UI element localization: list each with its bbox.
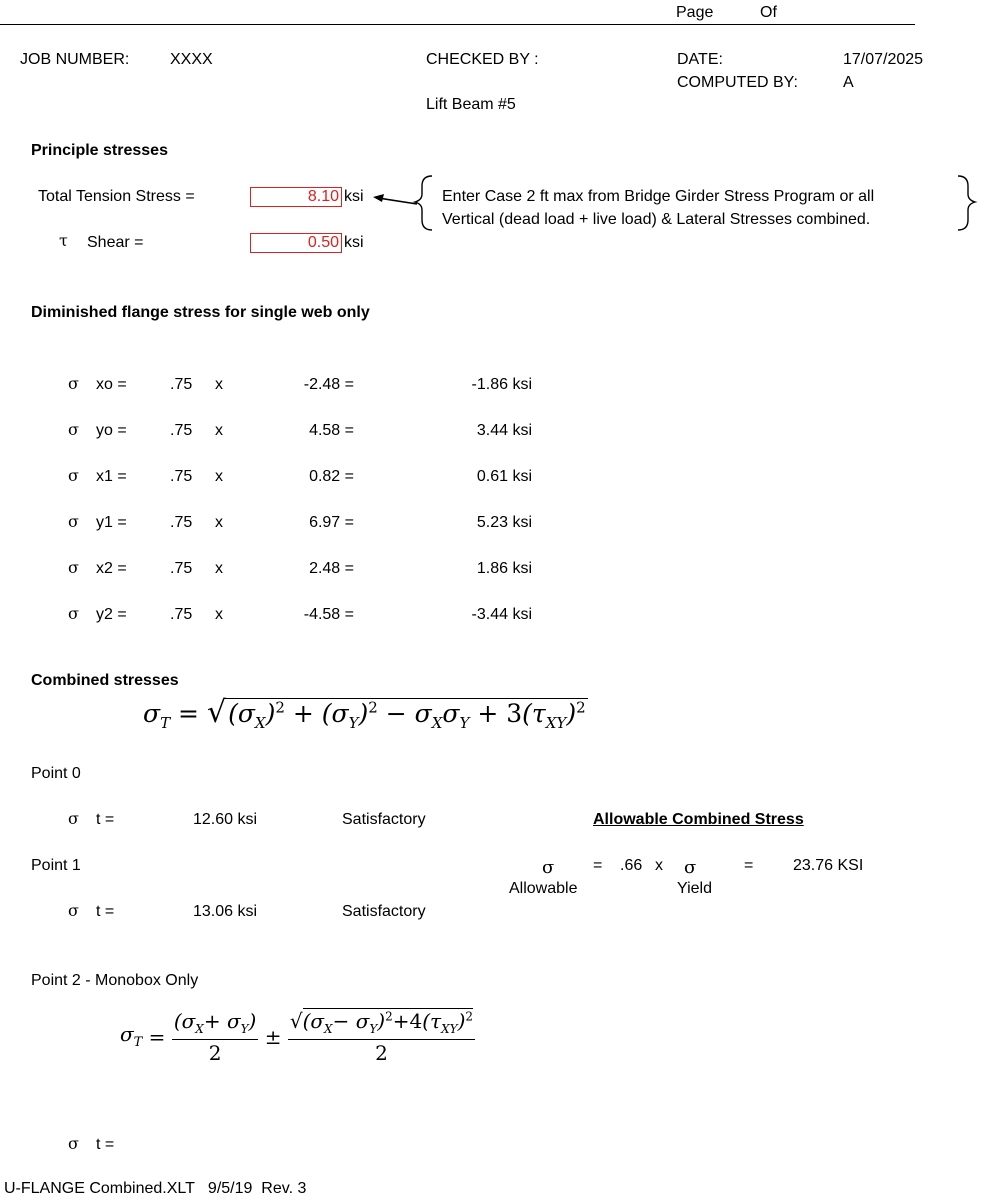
row-label: y1 =	[96, 514, 127, 531]
subject-text: Lift Beam #5	[426, 96, 516, 113]
shear-label: Shear =	[87, 234, 144, 251]
point2-t-label: t =	[96, 1136, 115, 1153]
point1-status: Satisfactory	[342, 903, 426, 920]
allowable-eq: =	[593, 857, 603, 874]
point1-sigma: σ	[68, 901, 79, 920]
tension-label: Total Tension Stress =	[38, 188, 195, 205]
allowable-x: x	[655, 857, 663, 874]
row-value: -2.48 =	[303, 376, 354, 393]
principal-formula: $\sigma_T$ = $\frac{(\sigma_X+ \sigma_Y)}{2}$ ± $\frac{√(\sigma_X- \sigma_Y)^2+4(\tau_{XY})^2}{2}$	[120, 1009, 474, 1065]
computed-by-value: A	[843, 74, 854, 91]
tau-symbol: τ	[59, 231, 68, 250]
allowable-sigma: σ	[542, 857, 555, 878]
checked-by-label: CHECKED BY :	[426, 51, 539, 68]
allowable-subscript: Allowable	[509, 880, 578, 897]
point0-status: Satisfactory	[342, 811, 426, 828]
row-x: x	[215, 376, 223, 393]
row-result: -3.44 ksi	[471, 606, 532, 623]
row-label: x1 =	[96, 468, 127, 485]
left-brace	[415, 176, 432, 230]
row-sigma: σ	[68, 558, 79, 577]
row-result: 3.44 ksi	[476, 422, 532, 439]
row-x: x	[215, 606, 223, 623]
row-label: y2 =	[96, 606, 127, 623]
row-label: yo =	[96, 422, 127, 439]
combined-formula: $\sigma_T = √(\sigma_X)^2 + (\sigma_Y)^2 - \sigma_X\sigma_Y + 3(\tau_{XY})^2$	[143, 695, 586, 732]
point2-label: Point 2 - Monobox Only	[31, 972, 199, 989]
point1-label: Point 1	[31, 857, 81, 874]
date-value: 17/07/2025	[843, 51, 924, 68]
row-value: 2.48 =	[309, 560, 354, 577]
row-factor: .75	[170, 514, 193, 531]
row-x: x	[215, 514, 223, 531]
allowable-factor: .66	[620, 857, 643, 874]
point0-t-label: t =	[96, 811, 115, 828]
row-result: 1.86 ksi	[476, 560, 532, 577]
row-factor: .75	[170, 468, 193, 485]
row-result: -1.86 ksi	[471, 376, 532, 393]
point0-sigma: σ	[68, 809, 79, 828]
job-number-value: XXXX	[170, 51, 213, 68]
row-value: -4.58 =	[303, 606, 354, 623]
row-x: x	[215, 560, 223, 577]
diminished-title: Diminished flange stress for single web only	[31, 304, 370, 321]
row-x: x	[215, 422, 223, 439]
row-sigma: σ	[68, 512, 79, 531]
page-label: Page	[676, 4, 714, 21]
row-x: x	[215, 468, 223, 485]
right-brace	[958, 176, 975, 230]
row-value: 0.82 =	[309, 468, 354, 485]
tension-unit: ksi	[344, 188, 364, 205]
date-label: DATE:	[677, 51, 723, 68]
note-line-1: Enter Case 2 ft max from Bridge Girder Stress Program or all	[442, 188, 875, 205]
yield-sigma: σ	[684, 857, 697, 878]
tension-input[interactable]: 8.10	[250, 187, 342, 207]
point2-sigma: σ	[68, 1134, 79, 1153]
combined-title: Combined stresses	[31, 672, 179, 689]
allowable-eq2: =	[744, 857, 754, 874]
point0-label: Point 0	[31, 765, 81, 782]
row-sigma: σ	[68, 466, 79, 485]
row-value: 4.58 =	[309, 422, 354, 439]
point1-value: 13.06 ksi	[193, 903, 258, 920]
row-label: xo =	[96, 376, 127, 393]
row-factor: .75	[170, 422, 193, 439]
row-factor: .75	[170, 606, 193, 623]
row-result: 5.23 ksi	[476, 514, 532, 531]
allowable-value: 23.76 KSI	[793, 857, 864, 874]
row-factor: .75	[170, 560, 193, 577]
point0-value: 12.60 ksi	[193, 811, 258, 828]
row-factor: .75	[170, 376, 193, 393]
shear-input[interactable]: 0.50	[250, 233, 342, 253]
row-sigma: σ	[68, 420, 79, 439]
shear-unit: ksi	[344, 234, 364, 251]
row-value: 6.97 =	[309, 514, 354, 531]
yield-subscript: Yield	[677, 880, 712, 897]
job-number-label: JOB NUMBER:	[20, 51, 130, 68]
formula-sigma-t: $\sigma_T$	[143, 699, 171, 732]
principle-stresses-title: Principle stresses	[31, 142, 168, 159]
note-line-2: Vertical (dead load + live load) & Lateral Stresses combined.	[442, 211, 871, 228]
of-label: Of	[760, 4, 777, 21]
point1-t-label: t =	[96, 903, 115, 920]
header-rule	[0, 24, 915, 25]
allowable-title: Allowable Combined Stress	[593, 811, 804, 828]
row-result: 0.61 ksi	[476, 468, 532, 485]
row-sigma: σ	[68, 604, 79, 623]
computed-by-label: COMPUTED BY:	[677, 74, 798, 91]
row-sigma: σ	[68, 374, 79, 393]
row-label: x2 =	[96, 560, 127, 577]
footer-text: U-FLANGE Combined.XLT 9/5/19 Rev. 3	[4, 1180, 307, 1197]
arrow-icon	[373, 194, 417, 204]
